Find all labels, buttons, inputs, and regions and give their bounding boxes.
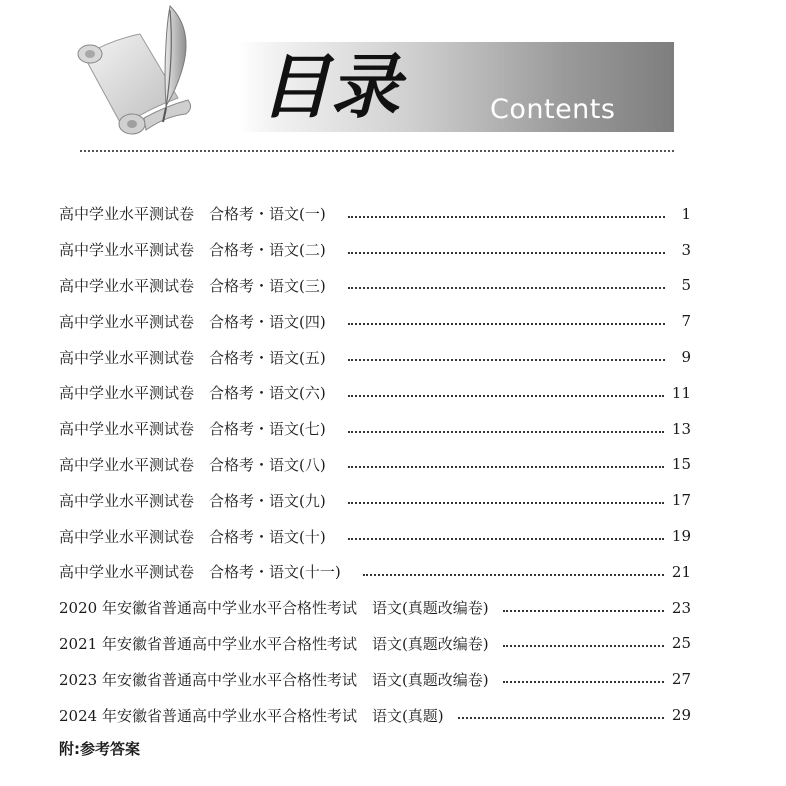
toc-entry[interactable] <box>59 447 691 483</box>
title-banner <box>238 42 674 132</box>
toc-dot-leader <box>503 681 664 683</box>
scroll-quill-icon <box>70 4 205 139</box>
toc-entry-page: 9 <box>681 348 691 367</box>
toc-dot-leader <box>363 574 664 576</box>
toc-entry[interactable] <box>59 196 691 232</box>
table-of-contents <box>59 196 691 733</box>
toc-entry[interactable] <box>59 482 691 518</box>
toc-entry-page: 23 <box>671 598 691 617</box>
toc-entry-title: 高中学业水平测试卷 合格考・语文(九) <box>59 491 326 510</box>
toc-entry[interactable] <box>59 375 691 411</box>
toc-dot-leader <box>348 431 664 433</box>
toc-entry-page: 15 <box>671 455 691 474</box>
toc-dot-leader <box>503 645 664 647</box>
toc-entry-title: 2020 年安徽省普通高中学业水平合格性考试 语文(真题改编卷) <box>59 599 489 618</box>
toc-entry-page: 3 <box>681 240 691 259</box>
toc-entry-title: 高中学业水平测试卷 合格考・语文(八) <box>59 455 326 474</box>
toc-entry-title: 高中学业水平测试卷 合格考・语文(三) <box>59 276 326 295</box>
toc-entry-title: 高中学业水平测试卷 合格考・语文(一) <box>59 205 326 224</box>
toc-dot-leader <box>458 717 664 719</box>
toc-entry-title: 高中学业水平测试卷 合格考・语文(四) <box>59 312 326 331</box>
toc-dot-leader <box>348 323 665 325</box>
appendix-answers[interactable]: 附:参考答案 <box>59 740 140 758</box>
toc-entry-title: 2023 年安徽省普通高中学业水平合格性考试 语文(真题改编卷) <box>59 670 489 689</box>
toc-entry-title: 高中学业水平测试卷 合格考・语文(十一) <box>59 563 341 582</box>
toc-entry-page: 5 <box>681 276 691 295</box>
toc-entry-page: 25 <box>671 634 691 653</box>
toc-entry[interactable] <box>59 303 691 339</box>
toc-entry[interactable] <box>59 518 691 554</box>
toc-entry-page: 19 <box>671 527 691 546</box>
toc-dot-leader <box>348 216 665 218</box>
toc-entry-page: 21 <box>671 562 691 581</box>
page-subtitle: Contents <box>490 94 616 125</box>
toc-entry-page: 7 <box>681 312 691 331</box>
toc-entry[interactable] <box>59 697 691 733</box>
toc-dot-leader <box>348 538 664 540</box>
toc-entry-page: 1 <box>681 204 691 223</box>
toc-entry-title: 高中学业水平测试卷 合格考・语文(二) <box>59 241 326 260</box>
toc-entry[interactable] <box>59 661 691 697</box>
toc-entry[interactable] <box>59 590 691 626</box>
toc-entry-page: 11 <box>671 383 691 402</box>
toc-entry-page: 17 <box>671 491 691 510</box>
toc-dot-leader <box>503 610 664 612</box>
toc-entry-page: 13 <box>671 419 691 438</box>
toc-entry[interactable] <box>59 339 691 375</box>
toc-dot-leader <box>348 359 665 361</box>
page-title: 目录 <box>260 45 400 128</box>
toc-entry-title: 高中学业水平测试卷 合格考・语文(十) <box>59 527 326 546</box>
toc-entry-title: 高中学业水平测试卷 合格考・语文(五) <box>59 348 326 367</box>
dotted-divider <box>80 150 674 152</box>
toc-dot-leader <box>348 502 664 504</box>
toc-entry[interactable] <box>59 232 691 268</box>
toc-entry-page: 27 <box>671 670 691 689</box>
toc-entry[interactable] <box>59 626 691 662</box>
toc-dot-leader <box>348 466 664 468</box>
toc-entry[interactable] <box>59 554 691 590</box>
toc-entry-page: 29 <box>671 706 691 725</box>
toc-entry[interactable] <box>59 268 691 304</box>
toc-entry-title: 2021 年安徽省普通高中学业水平合格性考试 语文(真题改编卷) <box>59 634 489 653</box>
toc-dot-leader <box>348 287 665 289</box>
toc-entry-title: 2024 年安徽省普通高中学业水平合格性考试 语文(真题) <box>59 706 444 725</box>
toc-entry-title: 高中学业水平测试卷 合格考・语文(六) <box>59 384 326 403</box>
toc-dot-leader <box>348 395 664 397</box>
toc-dot-leader <box>348 252 665 254</box>
toc-entry[interactable] <box>59 411 691 447</box>
toc-entry-title: 高中学业水平测试卷 合格考・语文(七) <box>59 420 326 439</box>
